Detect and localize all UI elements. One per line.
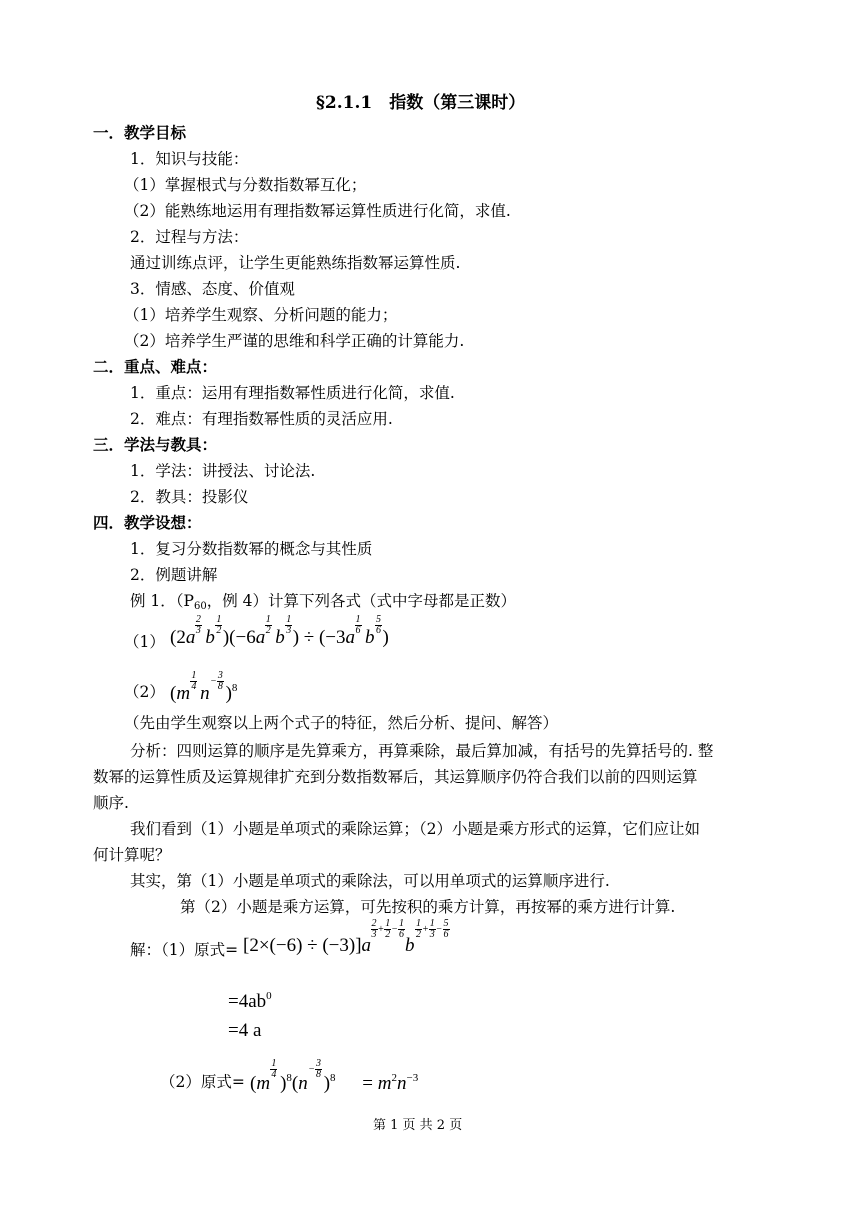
section-heading: 二．重点、难点： <box>93 357 218 376</box>
solution-formula-2: (m $\frac{1}{4}$ )$^8$(n − $\frac{3}{8}$ )$^8 = m^2n^{-3}$ <box>250 1058 419 1094</box>
section-heading: 一．教学目标 <box>93 123 187 142</box>
formula-1: (2a $\frac{2}{3}$ b $\frac{1}{2}$ )(−6a $\frac{1}{2}$ b $\frac{1}{3}$ ) ÷ (−3a $\frac{1}{6}$ b $\frac{5}{6}$ ) <box>170 614 389 648</box>
text-line: 3．情感、态度、价值观 <box>130 280 295 298</box>
text-line: 1．知识与技能： <box>130 150 249 168</box>
paragraph-line: 其实，第（1）小题是单项式的乘除法，可以用单项式的运算顺序进行. <box>130 872 610 890</box>
paragraph-line: 第（2）小题是乘方运算，可先按积的乘方计算，再按幂的乘方进行计算. <box>180 898 676 916</box>
solution-label: 解：（1）原式= <box>130 941 239 959</box>
item-label: （2） <box>124 683 165 701</box>
text-line: 通过训练点评，让学生更能熟练指数幂运算性质. <box>130 254 461 272</box>
solution-step: =4 a <box>228 1020 262 1041</box>
note-line: （先由学生观察以上两个式子的特征，然后分析、提问、解答） <box>124 714 559 732</box>
item-label: （1） <box>124 633 165 651</box>
page-footer: 第 1 页 共 2 页 <box>373 1118 463 1133</box>
formula-2: (m $\frac{1}{4}$ n − $\frac{3}{8}$ )$^8$ <box>170 670 238 704</box>
text-line: 1．复习分数指数幂的概念与其性质 <box>130 540 373 558</box>
text-line: 2．过程与方法： <box>130 228 249 246</box>
section-heading: 四．教学设想： <box>93 513 202 532</box>
solution-formula-1: [2×(−6) ÷ (−3)]a $\frac{2}{3}$ + $\frac{1}{2}$ − $\frac{1}{6}$ b $\frac{1}{2}$ + $\frac{1}{3}$ − $\frac{5}{6}$ <box>243 918 449 956</box>
paragraph-line: 何计算呢？ <box>93 846 171 864</box>
text-line: （2）能熟练地运用有理指数幂运算性质进行化简，求值. <box>124 202 511 220</box>
text-line: 2．教具：投影仪 <box>130 488 249 506</box>
text-line: 2．难点：有理指数幂性质的灵活应用. <box>130 410 393 428</box>
text-line: 2．例题讲解 <box>130 566 218 584</box>
text-line: （1）掌握根式与分数指数幂互化； <box>124 176 367 194</box>
example-heading: 例 1．（P60，例 4）计算下列各式（式中字母都是正数） <box>130 592 516 612</box>
paragraph-line: 我们看到（1）小题是单项式的乘除运算；（2）小题是乘方形式的运算，它们应让如 <box>130 820 700 838</box>
text-line: （2）培养学生严谨的思维和科学正确的计算能力. <box>124 332 465 350</box>
paragraph-line: 分析：四则运算的顺序是先算乘方，再算乘除，最后算加减，有括号的先算括号的. 整 <box>130 742 714 760</box>
paragraph-line: 数幂的运算性质及运算规律扩充到分数指数幂后，其运算顺序仍符合我们以前的四则运算 <box>93 768 698 786</box>
paragraph-line: 顺序. <box>93 794 129 812</box>
text-line: （1）培养学生观察、分析问题的能力； <box>124 306 398 324</box>
solution-label: （2）原式= <box>160 1073 245 1091</box>
text-line: 1．学法：讲授法、讨论法. <box>130 462 316 480</box>
text-line: 1．重点：运用有理指数幂性质进行化简，求值. <box>130 384 455 402</box>
page-title: §2.1.1 指数（第三课时） <box>316 93 526 113</box>
solution-step: $=4ab^0$ <box>228 990 272 1012</box>
section-heading: 三．学法与教具： <box>93 435 218 454</box>
